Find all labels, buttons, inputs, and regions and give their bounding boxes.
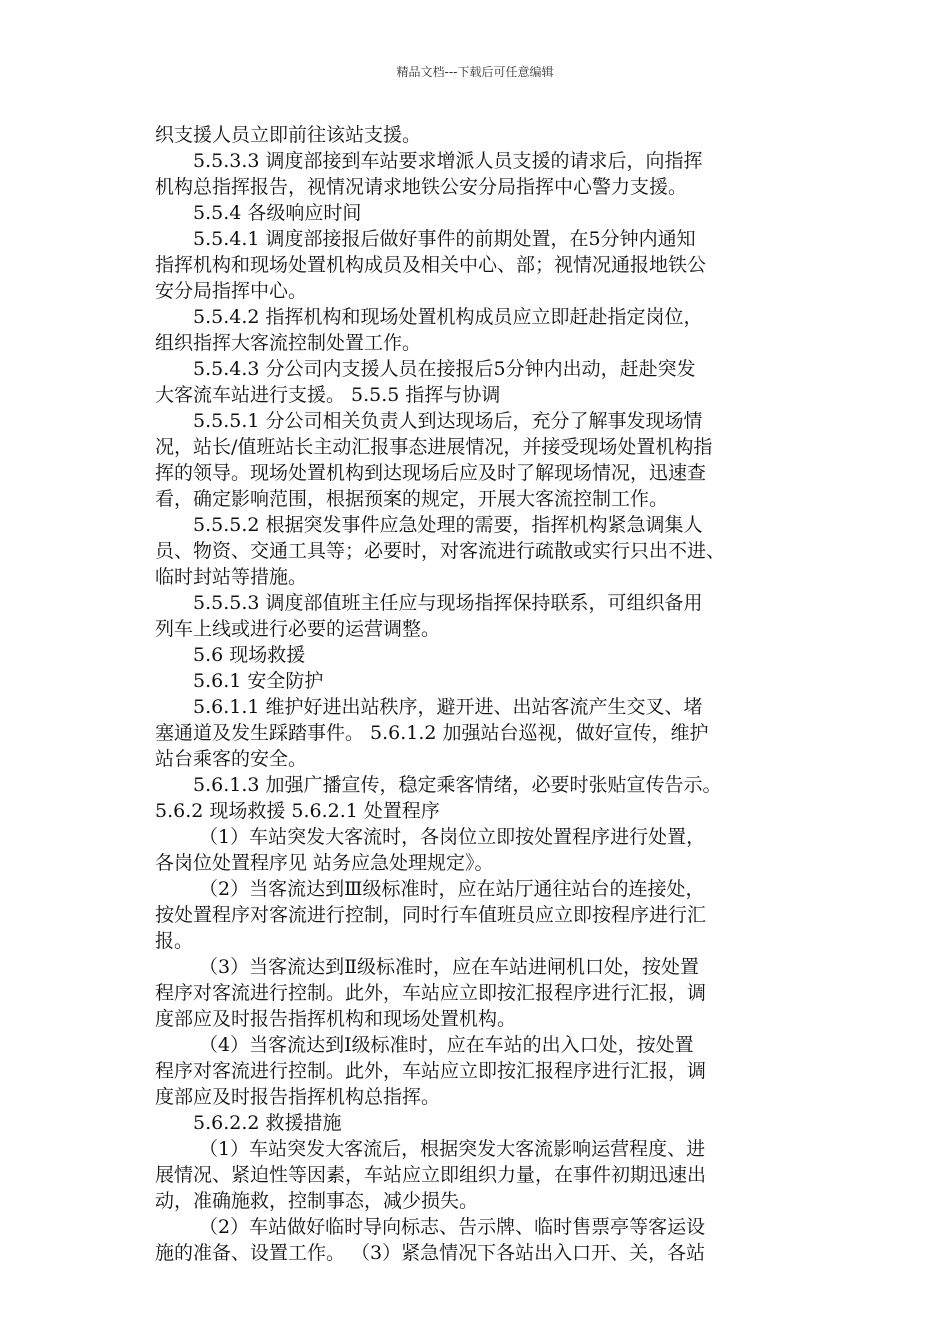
text-line: 度部应及时报告指挥机构和现场处置机构。	[155, 1008, 517, 1030]
text-line: 列车上线或进行必要的运营调整。	[155, 618, 441, 640]
page-header: 精品文档---下载后可任意编辑	[396, 65, 554, 79]
text-line: 动，准确施救，控制事态，减少损失。	[155, 1190, 479, 1212]
text-line: 5.6.2 现场救援 5.6.2.1 处置程序	[155, 800, 440, 822]
text-line: 按处置程序对客流进行控制，同时行车值班员应立即按程序进行汇	[155, 904, 707, 926]
text-line: 5.5.4.2 指挥机构和现场处置机构成员应立即赶赴指定岗位，	[155, 306, 703, 328]
text-line: 5.5.5.2 根据突发事件应急处理的需要，指挥机构紧急调集人	[155, 514, 703, 536]
text-line: 报。	[155, 930, 194, 952]
text-line: （3）当客流达到Ⅱ级标准时，应在车站进闸机口处，按处置	[155, 956, 700, 978]
document-body	[155, 122, 835, 1266]
text-line: 看，确定影响范围，根据预案的规定，开展大客流控制工作。	[155, 488, 669, 510]
text-line: 5.5.4.1 调度部接报后做好事件的前期处置，在5分钟内通知	[155, 228, 696, 250]
text-line: 临时封站等措施。	[155, 566, 308, 588]
text-line: 程序对客流进行控制。此外，车站应立即按汇报程序进行汇报，调	[155, 1060, 707, 1082]
text-line: 组织指挥大客流控制处置工作。	[155, 332, 422, 354]
text-line: 织支援人员立即前往该站支援。	[155, 124, 422, 146]
text-line: 5.6.1 安全防护	[155, 670, 324, 692]
text-line: 挥的领导。现场处置机构到达现场后应及时了解现场情况，迅速查	[155, 462, 707, 484]
text-line: 度部应及时报告指挥机构总指挥。	[155, 1086, 441, 1108]
text-line: 5.5.3.3 调度部接到车站要求增派人员支援的请求后，向指挥	[155, 150, 703, 172]
text-line: （4）当客流达到Ⅰ级标准时，应在车站的出入口处，按处置	[155, 1034, 694, 1056]
text-line: 5.6.1.1 维护好进出站秩序，避开进、出站客流产生交叉、堵	[155, 696, 703, 718]
text-line: 5.5.5.1 分公司相关负责人到达现场后，充分了解事发现场情	[155, 410, 703, 432]
text-line: 5.6.2.2 救援措施	[155, 1112, 342, 1134]
text-line: 指挥机构和现场处置机构成员及相关中心、部；视情况通报地铁公	[155, 254, 707, 276]
text-line: 大客流车站进行支援。 5.5.5 指挥与协调	[155, 384, 501, 406]
text-line: （1）车站突发大客流时，各岗位立即按处置程序进行处置，	[155, 826, 706, 848]
text-line: 5.6.1.3 加强广播宣传，稳定乘客情绪，必要时张贴宣传告示。	[155, 774, 722, 796]
text-line: 5.5.5.3 调度部值班主任应与现场指挥保持联系，可组织备用	[155, 592, 703, 614]
text-line: 安分局指挥中心。	[155, 280, 308, 302]
text-line: 5.5.4 各级响应时间	[155, 202, 362, 224]
text-line: 站台乘客的安全。	[155, 748, 308, 770]
text-line: 程序对客流进行控制。此外，车站应立即按汇报程序进行汇报，调	[155, 982, 707, 1004]
text-line: 机构总指挥报告，视情况请求地铁公安分局指挥中心警力支援。	[155, 176, 688, 198]
text-line: 展情况、紧迫性等因素，车站应立即组织力量，在事件初期迅速出	[155, 1164, 707, 1186]
text-line: 5.5.4.3 分公司内支援人员在接报后5分钟内出动，赶赴突发	[155, 358, 696, 380]
text-line: 各岗位处置程序见 站务应急处理规定》。	[155, 852, 494, 874]
text-line: 5.6 现场救援	[155, 644, 306, 666]
text-line: 员、物资、交通工具等；必要时，对客流进行疏散或实行只出不进、	[155, 540, 726, 562]
text-line: 施的准备、设置工作。 （3）紧急情况下各站出入口开、关，各站	[155, 1242, 706, 1264]
text-line: 况，站长/值班站长主动汇报事态进展情况，并接受现场处置机构指	[155, 436, 713, 458]
text-line: （2）车站做好临时导向标志、告示牌、临时售票亭等客运设	[155, 1216, 706, 1238]
text-line: （2）当客流达到Ⅲ级标准时，应在站厅通往站台的连接处，	[155, 878, 705, 900]
text-line: （1）车站突发大客流后，根据突发大客流影响运营程度、进	[155, 1138, 706, 1160]
text-line: 塞通道及发生踩踏事件。 5.6.1.2 加强站台巡视，做好宣传，维护	[155, 722, 709, 744]
